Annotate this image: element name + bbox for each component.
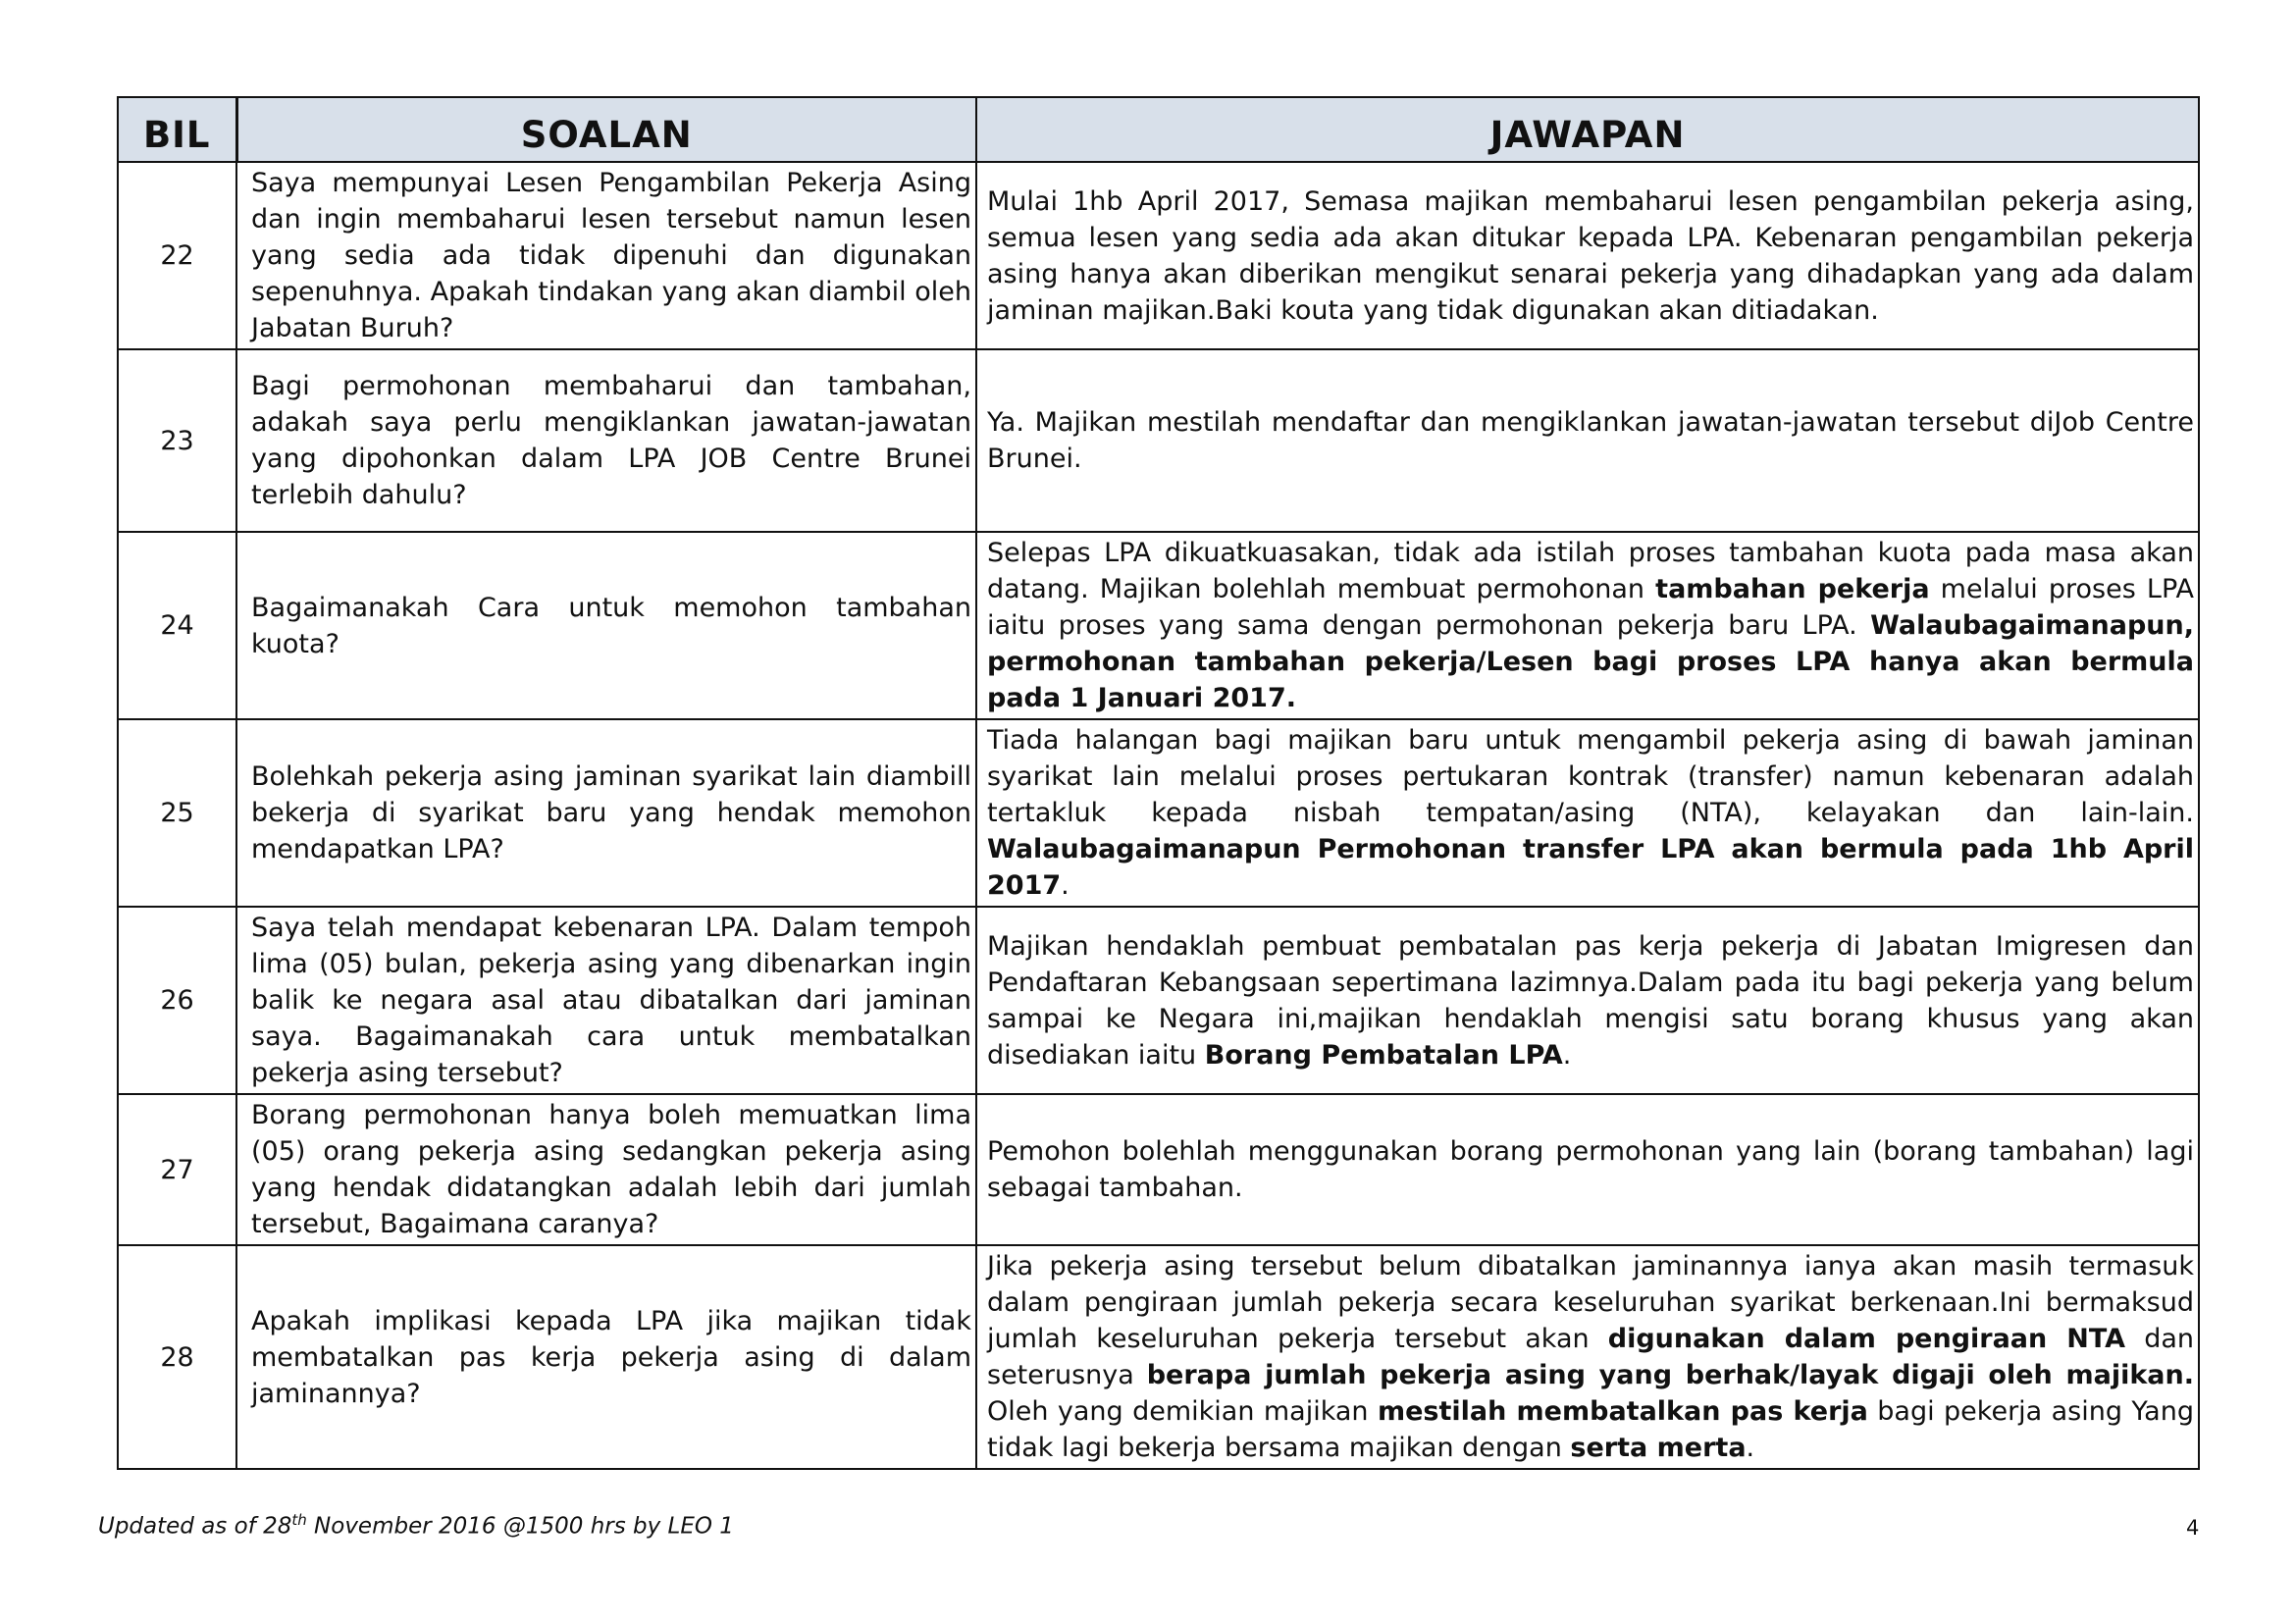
header-soalan: SOALAN — [236, 97, 976, 162]
table-row — [118, 349, 2199, 532]
answer-emphasis: Borang Pembatalan LPA — [1204, 1039, 1563, 1071]
row-number: 25 — [118, 719, 236, 907]
answer-text: Majikan hendaklah pembuat pembatalan pas kerja pekerja di Jabatan Imigresen dan Pendaftaran Kebangsaan sepertimana lazimnya.Dalam pada itu bagi pekerja yang belum sampai ke Negara ini,majikan hendaklah mengisi satu borang khusus yang akan disediakan iaitu — [987, 930, 2194, 1071]
question-cell: Apakah implikasi kepada LPA jika majikan tidak membatalkan pas kerja pekerja asing di dalam jaminannya? — [236, 1245, 976, 1469]
answer-text: . — [1061, 870, 1070, 901]
answer-emphasis: berapa jumlah pekerja asing yang berhak/layak digaji oleh majikan. — [1146, 1360, 2195, 1390]
header-bil: BIL — [118, 97, 236, 162]
answer-text: melalui proses LPA iaitu proses yang sama dengan permohonan pekerja baru LPA. — [987, 574, 2194, 641]
question-cell: Saya telah mendapat kebenaran LPA. Dalam tempoh lima (05) bulan, pekerja asing yang dibenarkan ingin balik ke negara asal atau dibatalkan dari jaminan saya. Bagaimanakah cara untuk membatalkan pekerja asing tersebut? — [236, 907, 976, 1094]
footer-text-before: Updated as of 28 — [98, 1513, 292, 1540]
row-number: 24 — [118, 532, 236, 719]
answer-cell — [976, 719, 2199, 907]
page-number: 4 — [2186, 1516, 2200, 1540]
answer-cell — [976, 532, 2199, 719]
answer-emphasis: tambahan pekerja — [1655, 574, 1930, 604]
footer-text-after: November 2016 @1500 hrs by LEO 1 — [306, 1513, 734, 1540]
footer-superscript: th — [291, 1511, 307, 1529]
table-row — [118, 907, 2199, 1094]
table-header-row — [118, 97, 2199, 162]
faq-table — [117, 96, 2200, 1470]
answer-text: Jika pekerja asing tersebut belum dibatalkan jaminannya ianya akan masih termasuk dalam pengiraan jumlah pekerja secara keseluruhan syarikat berkenaan.Ini bermaksud jumlah keseluruhan pekerja tersebut akan — [987, 1251, 2194, 1354]
answer-text: Selepas LPA dikuatkuasakan, tidak ada istilah proses tambahan kuota pada masa akan datang. Majikan bolehlah membuat permohonan — [987, 538, 2194, 604]
answer-text: Tiada halangan bagi majikan baru untuk mengambil pekerja asing di bawah jaminan syarikat lain melalui proses pertukaran kontrak (transfer) namun kebenaran adalah tertakluk kepada nisbah tempatan/asing (NTA), kelayakan dan lain-lain. — [987, 725, 2194, 828]
answer-cell — [976, 1245, 2199, 1469]
answer-text: bagi pekerja asing Yang tidak lagi bekerja bersama majikan dengan — [987, 1396, 2194, 1463]
answer-emphasis: serta merta — [1570, 1433, 1747, 1463]
answer-cell: Pemohon bolehlah menggunakan borang permohonan yang lain (borang tambahan) lagi sebagai tambahan. — [976, 1094, 2199, 1245]
answer-cell — [976, 907, 2199, 1094]
table-row — [118, 1245, 2199, 1469]
question-cell: Borang permohonan hanya boleh memuatkan lima (05) orang pekerja asing sedangkan pekerja asing yang hendak didatangkan adalah lebih dari jumlah tersebut, Bagaimana caranya? — [236, 1094, 976, 1245]
table-row — [118, 532, 2199, 719]
row-number: 22 — [118, 162, 236, 349]
header-jawapan: JAWAPAN — [976, 97, 2199, 162]
question-cell: Bolehkah pekerja asing jaminan syarikat lain diambill bekerja di syarikat baru yang hendak memohon mendapatkan LPA? — [236, 719, 976, 907]
answer-cell: Mulai 1hb April 2017, Semasa majikan membaharui lesen pengambilan pekerja asing, semua lesen yang sedia ada akan ditukar kepada LPA. Kebenaran pengambilan pekerja asing hanya akan diberikan mengikut senarai pekerja yang dihadapkan yang ada dalam jaminan majikan.Baki kouta yang tidak digunakan akan ditiadakan. — [976, 162, 2199, 349]
question-cell: Bagi permohonan membaharui dan tambahan, adakah saya perlu mengiklankan jawatan-jawatan yang dipohonkan dalam LPA JOB Centre Brunei terlebih dahulu? — [236, 349, 976, 532]
table-row — [118, 719, 2199, 907]
table-row — [118, 162, 2199, 349]
question-cell: Bagaimanakah Cara untuk memohon tambahan kuota? — [236, 532, 976, 719]
answer-text: . — [1746, 1433, 1755, 1463]
answer-emphasis: digunakan dalam pengiraan NTA — [1607, 1324, 2126, 1354]
table-row — [118, 1094, 2199, 1245]
answer-emphasis: Walaubagaimanapun Permohonan transfer LPA akan bermula pada 1hb April 2017 — [987, 834, 2194, 901]
row-number: 27 — [118, 1094, 236, 1245]
answer-emphasis: Walaubagaimanapun, permohonan tambahan pekerja/Lesen bagi proses LPA hanya akan bermula pada 1 Januari 2017. — [987, 610, 2194, 713]
row-number: 28 — [118, 1245, 236, 1469]
answer-text: . — [1562, 1039, 1572, 1071]
answer-text: Oleh yang demikian majikan — [987, 1396, 1378, 1427]
row-number: 26 — [118, 907, 236, 1094]
answer-text: dan seterusnya — [987, 1324, 2194, 1390]
row-number: 23 — [118, 349, 236, 532]
answer-emphasis: mestilah membatalkan pas kerja — [1377, 1396, 1868, 1427]
question-cell: Saya mempunyai Lesen Pengambilan Pekerja Asing dan ingin membaharui lesen tersebut namun lesen yang sedia ada tidak dipenuhi dan digunakan sepenuhnya. Apakah tindakan yang akan diambil oleh Jabatan Buruh? — [236, 162, 976, 349]
footer-updated-note — [98, 1511, 734, 1540]
answer-cell: Ya. Majikan mestilah mendaftar dan mengiklankan jawatan-jawatan tersebut diJob Centre Brunei. — [976, 349, 2199, 532]
